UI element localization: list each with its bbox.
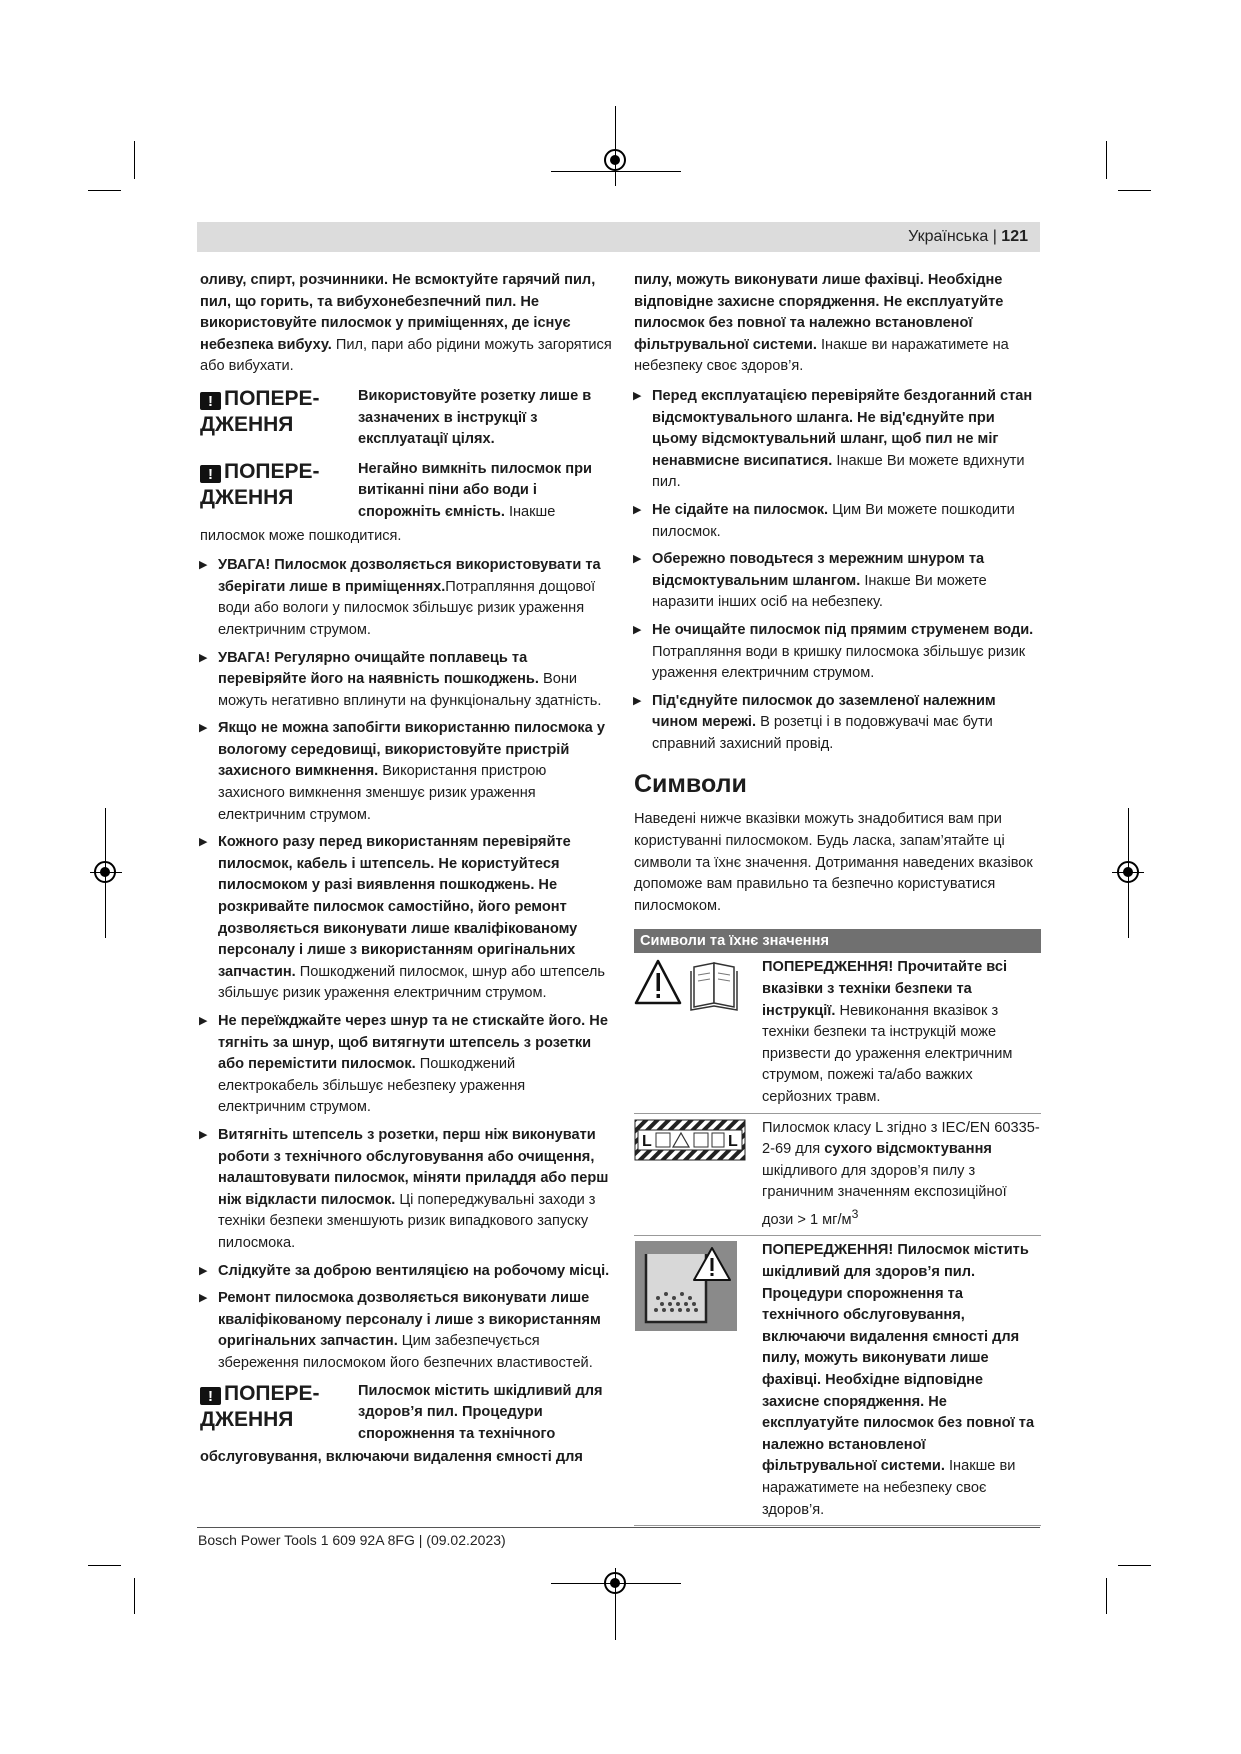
warning-text-tail: пилосмок може пошкодитися. (200, 527, 402, 544)
symbol-description: ПОПЕРЕДЖЕННЯ! Пилосмок містить шкідливий для здоров’я пил. Процедури спорожнення та технічного обслуговування, включаючи видалення ємності для пилу, можуть виконувати лише фахівці. Необхідне відповідне захисне спорядження. Не експлуатуйте пилосмок без повної та належно встановленої фільтрувальної системи. Інакше ви наражатимете на небезпеку своє здоров’я. (762, 1242, 1035, 1518)
right-intro: пилу, можуть виконувати лише фахівці. Необхідне відповідне захисне спорядження. Не експлуатуйте пилосмок без повної та належно встановленої фільтрувальної системи. Інакше ви наражатимете на небезпеку своє здоров’я. (634, 272, 1009, 375)
list-item: ▶ Якщо не можна запобігти використанню пилосмока у вологому середовищі, використовуйте пристрій захисного вимкнення. Використання пристрою захисного вимкнення зменшує ризик ураження електричним струмом. (200, 718, 612, 826)
header-text (908, 228, 1028, 246)
list-item: ▶ Витягніть штепсель з розетки, перш ніж виконувати роботи з технічного обслуговування або очищення, налаштовувати пилосмок, міняти приладдя або перш ніж відкласти пилосмок. Ці попереджувальні заходи з техніки безпеки зменшують ризик випадкового запуску пилосмока. (200, 1125, 612, 1255)
crop-mark (1118, 190, 1151, 191)
left-bullet-list (200, 555, 612, 1374)
left-intro: оливу, спирт, розчинники. Не всмоктуйте гарячий пил, пил, що горить, та вибухонебезпечний пил. Не використовуйте пилосмок у приміщеннях, де існує небезпека вибуху. Пил, пари або рідини можуть загорятися або вибухати. (200, 272, 612, 375)
crop-mark (1118, 1565, 1151, 1566)
registration-mark-icon (604, 1572, 626, 1594)
crop-mark (1106, 1578, 1107, 1614)
left-column (200, 270, 612, 1477)
list-item: ▶ Не переїжджайте через шнур та не стискайте його. Не тягніть за шнур, щоб витягнути штепсель з розетки або перемістити пилосмок. Пошкоджений електрокабель збільшує небезпеку ураження електричним струмом. (200, 1011, 612, 1119)
registration-mark-icon (604, 149, 626, 171)
page-footer: Bosch Power Tools 1 609 92A 8FG | (09.02.2023) (198, 1532, 506, 1548)
list-item: ▶ Не сідайте на пилосмок. Цим Ви можете пошкодити пилосмок. (634, 500, 1041, 543)
symbols-intro: Наведені нижче вказівки можуть знадобитися вам при користуванні пилосмоком. Будь ласка, запам’ятайте ці символи та їхнє значення. Дотримання наведених вказівок допоможе вам правильно та безпечно користуватися пилосмоком. (634, 811, 1033, 914)
warning-text: Використовуйте розетку лише в зазначених в інструкції з експлуатації цілях. (358, 387, 592, 448)
page-header (197, 222, 1040, 252)
list-item: ▶ Під'єднуйте пилосмок до заземленої належним чином мережі. В розетці і в подовжувачі має бути справний захисний провід. (634, 691, 1041, 756)
warning-label: ! ПОПЕРЕ- ДЖЕННЯ (200, 1381, 320, 1431)
warning-label: ! ПОПЕРЕ- ДЖЕННЯ (200, 459, 320, 509)
warning-triangle-icon: ! (200, 1387, 221, 1405)
right-column (634, 270, 1041, 1526)
crop-mark (1106, 141, 1107, 179)
warning-block (200, 1381, 612, 1446)
list-item: ▶ Ремонт пилосмока дозволяється виконувати лише кваліфікованому персоналу і лише з використанням оригінальних запчастин. Цим забезпечується збереження пилосмоком його безпечних властивостей. (200, 1288, 612, 1374)
list-item: ▶ Обережно поводьтеся з мережним шнуром та відсмоктувальним шлангом. Інакше Ви можете наразити інших осіб на небезпеку. (634, 549, 1041, 614)
section-title: Символи (634, 770, 747, 799)
warning-text: Пилосмок містить шкідливий для здоров’я пил. Процедури спорожнення та технічного (358, 1382, 603, 1442)
table-row (634, 1114, 1041, 1237)
list-item: ▶ УВАГА! Пилосмок дозволяється використовувати та зберігати лише в приміщеннях.Потрапляння дощової води або вологи у пилосмок збільшує ризик ураження електричним струмом. (200, 555, 612, 641)
footer-divider (197, 1527, 1040, 1528)
warning-block (200, 386, 612, 451)
warning-triangle-icon: ! (200, 392, 221, 410)
crop-mark (88, 190, 121, 191)
dust-class-l-label-icon (634, 1118, 762, 1232)
header-language: Українська (908, 228, 989, 245)
crop-mark (134, 1578, 135, 1614)
list-item: ▶ Перед експлуатацією перевіряйте бездоганний стан відсмоктувального шланга. Не від'єднуйте при цьому відсмоктувальний шланг, щоб пил не міг ненавмисне висипатися. Інакше Ви можете вдихнути пил. (634, 386, 1041, 494)
hazardous-dust-container-icon (634, 1240, 762, 1521)
list-item: ▶ Кожного разу перед використанням перевіряйте пилосмок, кабель і штепсель. Не користуйтеся пилосмоком у разі виявлення пошкоджень. Не розкривайте пилосмок самостійно, його ремонт дозволяється виконувати лише кваліфікованому персоналу і лише з використанням оригінальних запчастин. Пошкоджений пилосмок, шнур або штепсель збільшує ризик ураження електричним струмом. (200, 832, 612, 1005)
warning-label: ! ПОПЕРЕ- ДЖЕННЯ (200, 386, 320, 436)
warning-block (200, 459, 612, 524)
page-number: 121 (1001, 228, 1028, 245)
warning-text-tail: обслуговування, включаючи видалення ємності для (200, 1449, 583, 1466)
list-item: ▶ Слідкуйте за доброю вентиляцією на робочому місці. (200, 1261, 612, 1283)
registration-mark-icon (94, 861, 116, 883)
warning-text: Негайно вимкніть пилосмок при витіканні піни або води і спорожніть ємність. Інакше (358, 460, 592, 520)
registration-line (551, 171, 681, 172)
warning-and-manual-icon (634, 957, 762, 1108)
registration-line (615, 106, 616, 186)
svg-text:L: L (728, 1132, 738, 1150)
svg-text:L: L (642, 1132, 652, 1150)
header-separator: | (992, 228, 997, 245)
list-item: ▶ Не очищайте пилосмок під прямим струменем води. Потрапляння води в кришку пилосмока збільшує ризик ураження електричним струмом. (634, 620, 1041, 685)
table-row (634, 1236, 1041, 1526)
list-item: ▶ УВАГА! Регулярно очищайте поплавець та перевіряйте його на наявність пошкоджень. Вони можуть негативно вплинути на функціональну здатність. (200, 648, 612, 713)
registration-mark-icon (1117, 861, 1139, 883)
symbol-description: Пилосмок класу L згідно з IEC/EN 60335-2-69 для сухого відсмоктування шкідливого для здоров’я пилу з граничним значенням експозиційної дози > 1 $мг/м^3$ (762, 1119, 1040, 1228)
warning-triangle-icon: ! (200, 465, 221, 483)
crop-mark (88, 1565, 121, 1566)
symbol-description: ПОПЕРЕДЖЕННЯ! Прочитайте всі вказівки з техніки безпеки та інструкції. Невиконання вказівок з техніки безпеки та інструкцій може призвести до ураження електричним струмом, пожежі та/або важких серйозних травм. (762, 959, 1013, 1105)
table-row (634, 953, 1041, 1113)
crop-mark (134, 141, 135, 179)
symbols-table-header: Символи та їхнє значення (634, 929, 1041, 953)
